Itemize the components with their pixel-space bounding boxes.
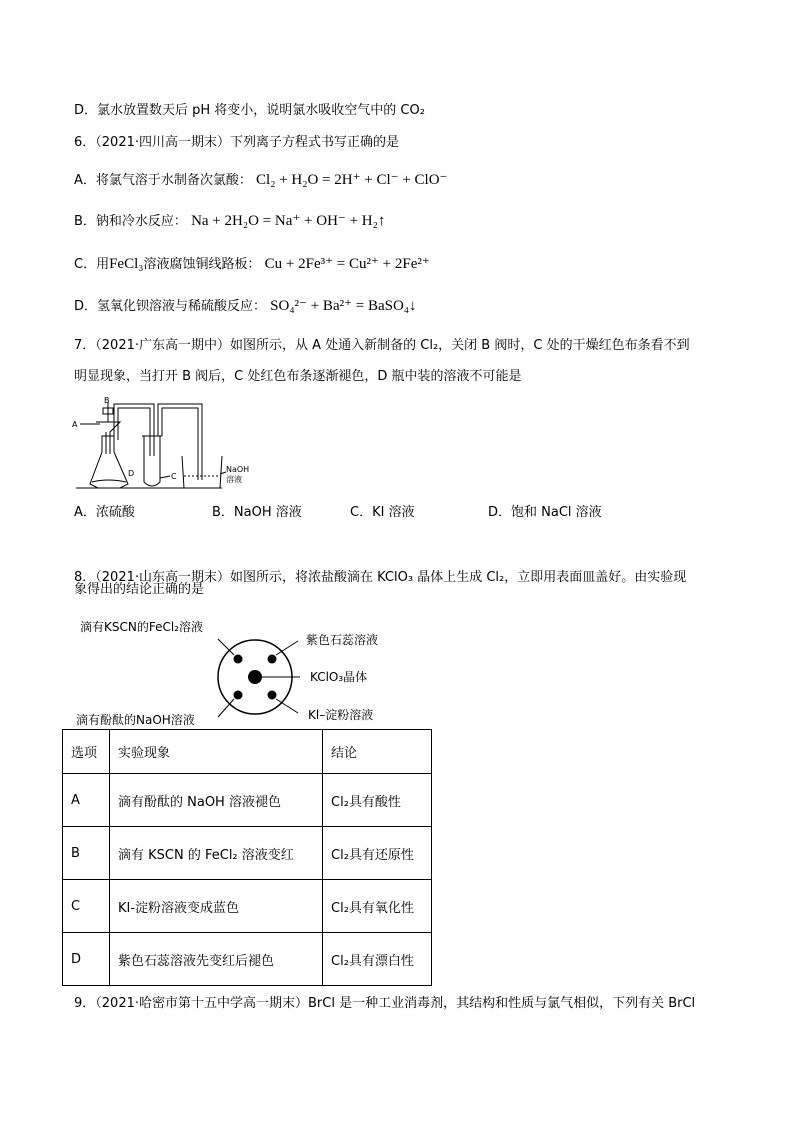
table-header-conclusion: 结论 — [323, 730, 432, 774]
q6-option-b — [74, 211, 385, 232]
center-dot — [248, 670, 262, 684]
q6-stem: 6．（2021·四川高一期末）下列离子方程式书写正确的是 — [74, 135, 399, 150]
label-kclo3: KClO₃晶体 — [310, 670, 368, 684]
q9-stem: 9．（2021·哈密市第十五中学高一期末）BrCl 是一种工业消毒剂，其结构和性质与氯气相似，下列有关 BrCl — [74, 996, 696, 1011]
q7-option-b: B．NaOH 溶液 — [212, 505, 302, 520]
q7-stem-line-1: 7．（2021·广东高一期中）如图所示，从 A 处通入新制备的 Cl₂，关闭 B 阀时，C 处的干燥红色布条看不到 — [74, 338, 690, 353]
label-a: A — [72, 420, 78, 429]
label-d: D — [128, 469, 135, 478]
pointer-bottom-right — [276, 699, 298, 713]
table-header-phenomenon: 实验现象 — [110, 730, 323, 774]
q7-options — [74, 503, 602, 523]
q6-option-d-equation: SO₄²⁻ + Ba²⁺ = BaSO₄↓ — [270, 298, 417, 314]
table-cell-phenomenon: 滴有酚酞的 NaOH 溶液褪色 — [110, 774, 323, 827]
label-fecl2: 滴有KSCN的FeCl₂溶液 — [80, 620, 203, 634]
q6-option-b-equation: Na + 2H₂O = Na⁺ + OH⁻ + H₂↑ — [191, 213, 386, 229]
table-cell-option: B — [63, 827, 110, 880]
pointer-top-left — [218, 639, 234, 655]
label-c: C — [171, 472, 177, 481]
q7-option-d: D．饱和 NaCl 溶液 — [488, 505, 602, 520]
table-cell-conclusion: Cl₂具有漂白性 — [323, 933, 432, 986]
q6-option-a-text: A．将氯气溶于水制备次氯酸： — [74, 173, 252, 188]
q7-apparatus-figure — [70, 396, 270, 496]
q8-table — [62, 729, 432, 986]
test-tube-c — [144, 436, 160, 486]
label-ki-starch: Kl–淀粉溶液 — [308, 708, 374, 722]
table-row — [63, 827, 432, 880]
q6-option-c — [74, 254, 430, 275]
q6-option-c-formula: FeCl₃ — [109, 256, 144, 272]
dot-bottom-left — [234, 691, 243, 700]
q6-option-c-text: C．用 — [74, 257, 110, 272]
table-header-option: 选项 — [63, 730, 110, 774]
tube-1-inner — [118, 408, 150, 456]
table-cell-phenomenon: 滴有 KSCN 的 FeCl₂ 溶液变红 — [110, 827, 323, 880]
tube-1 — [114, 404, 154, 456]
q6-option-a-equation: Cl₂ + H₂O = 2H⁺ + Cl⁻ + ClO⁻ — [256, 172, 448, 188]
q6-option-b-text: B．钠和冷水反应： — [74, 214, 187, 229]
q8-stem-line-2: 象得出的结论正确的是 — [74, 582, 205, 597]
label-b: B — [104, 396, 110, 405]
dot-top-left — [234, 655, 243, 664]
tube-2 — [158, 404, 202, 480]
pointer-top-right — [276, 641, 298, 655]
table-cell-phenomenon: 紫色石蕊溶液先变红后褪色 — [110, 933, 323, 986]
q8-stem-line-1: 8．（2021·山东高一期末）如图所示，将浓盐酸滴在 KClO₃ 晶体上生成 Cl₂，立即用表面皿盖好。由实验现 — [74, 570, 687, 585]
q6-option-d — [74, 296, 417, 317]
q6-option-c-equation: Cu + 2Fe³⁺ = Cu²⁺ + 2Fe²⁺ — [264, 256, 430, 272]
q7-stem-line-2: 明显现象，当打开 B 阀后，C 处红色布条逐渐褪色，D 瓶中装的溶液不可能是 — [74, 369, 522, 384]
table-cell-option: A — [63, 774, 110, 827]
q7-option-a: A．浓硫酸 — [74, 505, 135, 520]
q5-option-d: D．氯水放置数天后 pH 将变小，说明氯水吸收空气中的 CO₂ — [74, 103, 425, 118]
table-row — [63, 880, 432, 933]
table-cell-conclusion: Cl₂具有酸性 — [323, 774, 432, 827]
tube-2-inner — [162, 408, 198, 480]
label-c-pointer — [160, 476, 170, 478]
label-litmus: 紫色石蕊溶液 — [306, 633, 379, 647]
q6-option-d-text: D．氢氧化钡溶液与稀硫酸反应： — [74, 299, 267, 314]
pointer-bottom-left — [218, 699, 234, 717]
table-cell-conclusion: Cl₂具有氧化性 — [323, 880, 432, 933]
funnel — [96, 422, 120, 454]
table-cell-phenomenon: KI-淀粉溶液变成蓝色 — [110, 880, 323, 933]
flask-liquid — [92, 480, 126, 482]
table-cell-option: D — [63, 933, 110, 986]
q7-option-c: C．KI 溶液 — [350, 505, 415, 520]
dot-bottom-right — [268, 691, 277, 700]
label-naoh-phenolphthalein: 滴有酚酞的NaOH溶液 — [76, 713, 195, 727]
dot-top-right — [268, 655, 277, 664]
table-header-row — [63, 730, 432, 774]
table-row — [63, 774, 432, 827]
q8-dish-figure — [200, 635, 310, 725]
table-cell-option: C — [63, 880, 110, 933]
label-naoh: NaOH — [226, 465, 250, 474]
q6-option-c-text-2: 溶液腐蚀铜线路板： — [143, 257, 261, 272]
q6-option-a — [74, 170, 447, 191]
table-cell-conclusion: Cl₂具有还原性 — [323, 827, 432, 880]
table-row — [63, 933, 432, 986]
label-solution: 溶液 — [226, 475, 242, 484]
